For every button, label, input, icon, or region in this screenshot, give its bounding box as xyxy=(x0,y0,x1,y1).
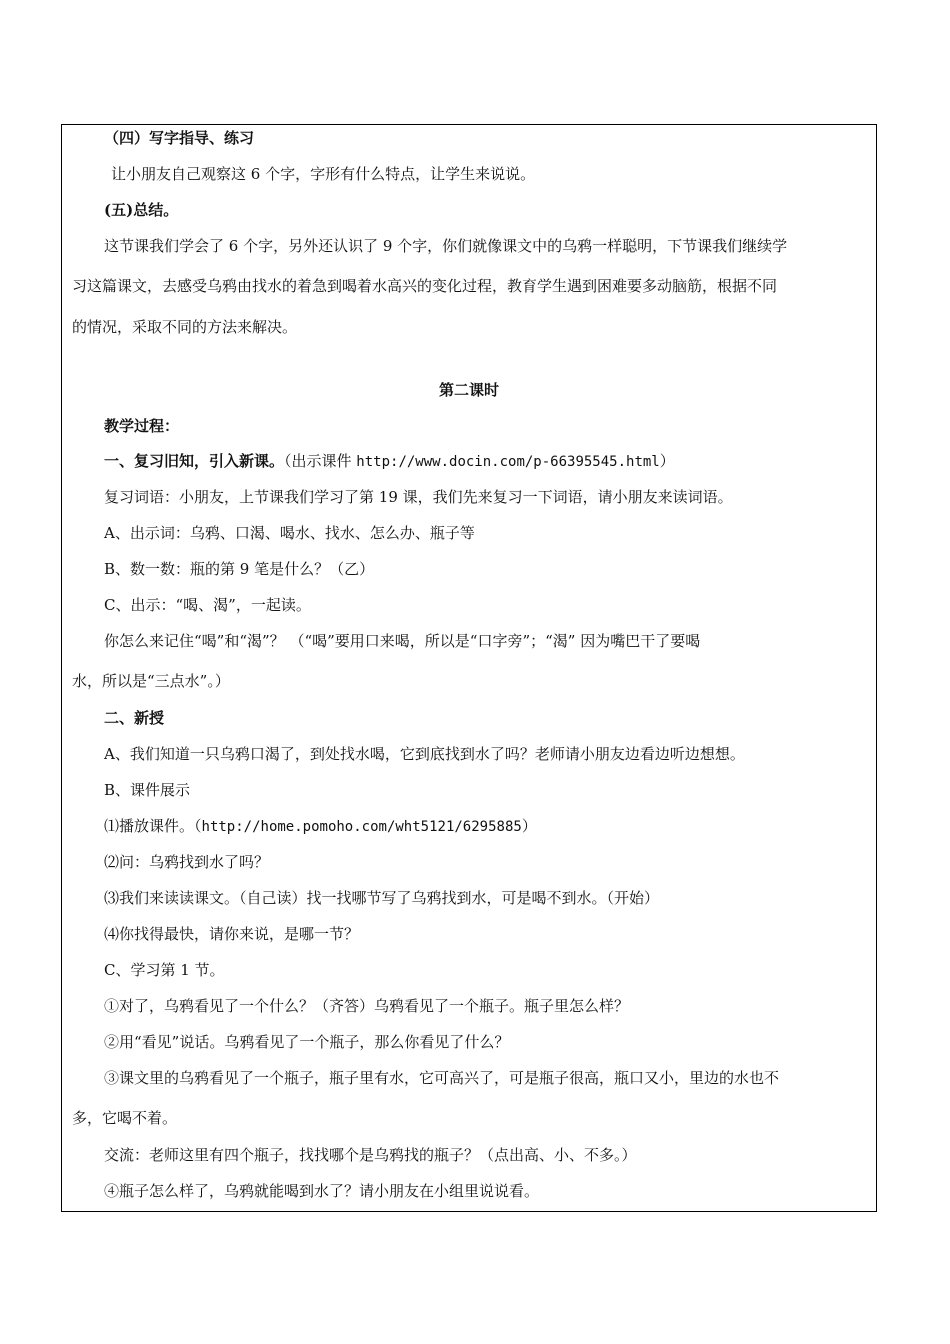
step-2: ⑵问：乌鸦找到水了吗？ xyxy=(104,853,270,871)
item-c: C、出示：“喝、渴”，一起读。 xyxy=(104,596,311,614)
c-item-2: ②用“看见”说话。乌鸦看见了一个瓶子，那么你看见了什么？ xyxy=(104,1033,510,1051)
review-line xyxy=(104,451,902,472)
c-item-4: ④瓶子怎么样了，乌鸦就能喝到水了？请小朋友在小组里说说看。 xyxy=(104,1182,540,1200)
new-lesson-heading: 二、新授 xyxy=(104,709,165,727)
summary-line-3: 的情况，采取不同的方法来解决。 xyxy=(72,318,298,336)
item-b: B、数一数：瓶的第 9 笔是什么？（乙） xyxy=(104,560,375,578)
new-lesson-b: B、课件展示 xyxy=(104,781,191,799)
summary-line-1: 这节课我们学会了 6 个字，另外还认识了 9 个字，你们就像课文中的乌鸦一样聪明，下节课我们继续学 xyxy=(104,237,788,255)
courseware-link-2[interactable]: http://home.pomoho.com/wht5121/6295885 xyxy=(201,819,522,835)
step-1-suffix: ） xyxy=(521,817,537,835)
step-3: ⑶我们来读读课文。（自己读）找一找哪节写了乌鸦找到水，可是喝不到水。（开始） xyxy=(104,889,660,907)
review-note-prefix: （出示课件 xyxy=(284,452,357,470)
lesson2-title: 第二课时 xyxy=(438,381,499,399)
summary-line-2: 习这篇课文，去感受乌鸦由找水的着急到喝着水高兴的变化过程，教育学生遇到困难要多动脑筋，根据不同 xyxy=(72,277,778,295)
section5-heading: (五)总结。 xyxy=(104,201,179,219)
new-lesson-c: C、学习第 1 节。 xyxy=(104,961,225,979)
section4-heading: （四）写字指导、练习 xyxy=(104,129,255,147)
item-a: A、出示词：乌鸦、口渴、喝水、找水、怎么办、瓶子等 xyxy=(104,524,475,542)
exchange-line: 交流：老师这里有四个瓶子，找找哪个是乌鸦找的瓶子？（点出高、小、不多。） xyxy=(104,1146,637,1164)
section4-text: 让小朋友自己观察这 6 个字，字形有什么特点，让学生来说说。 xyxy=(111,165,536,183)
review-note-suffix: ） xyxy=(659,452,675,470)
step-1-prefix: ⑴播放课件。（ xyxy=(104,817,202,835)
c-item-1: ①对了，乌鸦看见了一个什么？（齐答）乌鸦看见了一个瓶子。瓶子里怎么样？ xyxy=(104,997,630,1015)
memory-line-2: 水，所以是“三点水”。） xyxy=(72,672,230,690)
c-item-3-line-2: 多，它喝不着。 xyxy=(72,1109,178,1127)
process-label: 教学过程： xyxy=(104,417,180,435)
step-4: ⑷你找得最快，请你来说，是哪一节？ xyxy=(104,925,360,943)
new-lesson-a: A、我们知道一只乌鸦口渴了，到处找水喝，它到底找到水了吗？老师请小朋友边看边听边想想。 xyxy=(104,745,745,763)
step-1 xyxy=(104,816,902,837)
review-heading: 一、复习旧知，引入新课。 xyxy=(104,452,285,470)
review-words: 复习词语：小朋友，上节课我们学习了第 19 课，我们先来复习一下词语，请小朋友来读词语。 xyxy=(104,488,733,506)
c-item-3-line-1: ③课文里的乌鸦看见了一个瓶子，瓶子里有水，它可高兴了，可是瓶子很高，瓶口又小，里边的水也不 xyxy=(104,1069,780,1087)
courseware-link-1[interactable]: http://www.docin.com/p-66395545.html xyxy=(356,454,660,470)
memory-line-1: 你怎么来记住“喝”和“渴”？ （“喝”要用口来喝，所以是“口字旁”；“渴” 因为嘴巴干了要喝 xyxy=(104,632,701,650)
